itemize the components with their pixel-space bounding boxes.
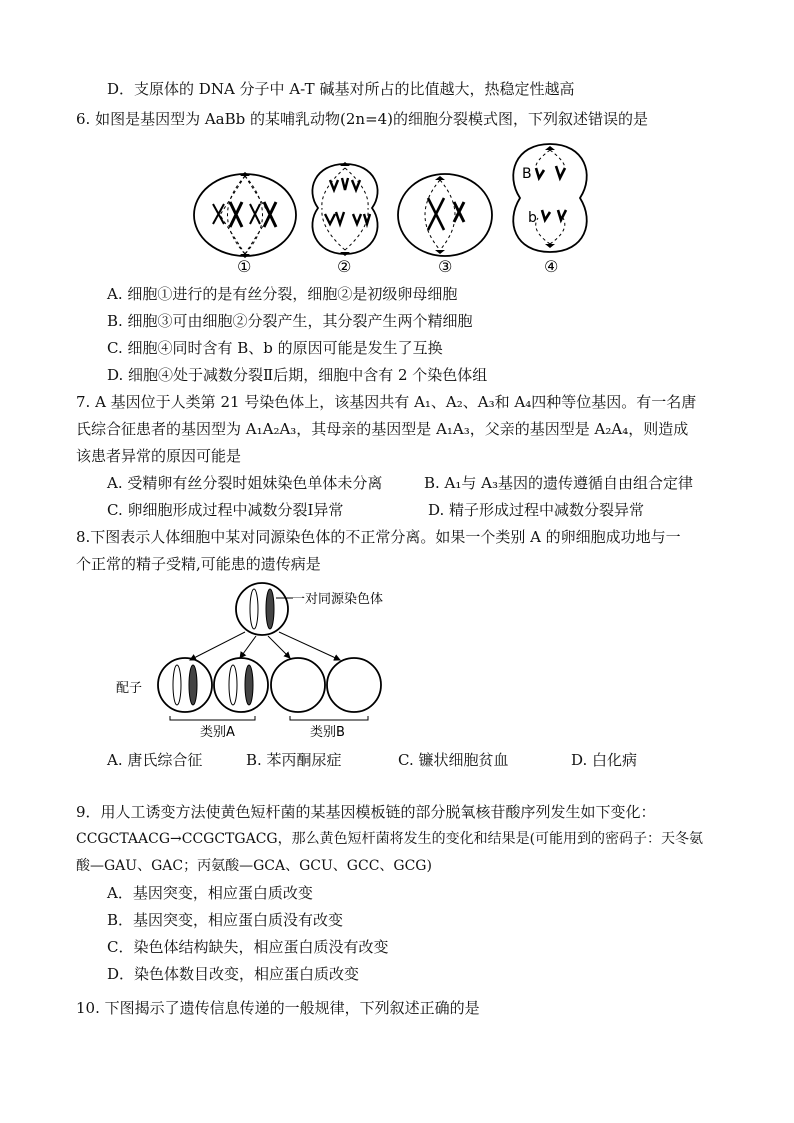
prev-option-d: D．支原体的 DNA 分子中 A-T 碱基对所占的比值越大，热稳定性越高 (107, 80, 575, 98)
q8-option-c: C. 镰状细胞贫血 (398, 751, 509, 769)
cell-3 (398, 174, 492, 256)
cell-label-2: ② (337, 257, 352, 276)
cell-label-3: ③ (438, 257, 453, 276)
q8-option-d: D. 白化病 (571, 751, 638, 769)
q8-stem-line2: 个正常的精子受精,可能患的遗传病是 (76, 555, 321, 573)
q7-stem-line1: 7. A 基因位于人类第 21 号染色体上，该基因共有 A₁、A₂、A₃和 A₄四种等位基因。有一名唐 (76, 393, 697, 411)
cell-2 (312, 162, 377, 256)
q8-option-a: A. 唐氏综合征 (107, 751, 203, 769)
q8-option-b: B. 苯丙酮尿症 (246, 751, 342, 769)
q7-option-c: C. 卵细胞形成过程中减数分裂Ⅰ异常 (107, 501, 344, 519)
label-gamete: 配子 (116, 681, 143, 696)
label-class-a: 类别A (200, 725, 235, 740)
label-homologous-pair: 一对同源染色体 (292, 592, 384, 607)
cell-label-4: ④ (544, 257, 559, 276)
q8-stem-line1: 8.下图表示人体细胞中某对同源染色体的不正常分离。如果一个类别 A 的卵细胞成功地与一 (76, 528, 681, 546)
gene-label-b: b (528, 210, 537, 226)
q8-chromosome-separation-figure (110, 580, 410, 740)
cell-4 (513, 144, 587, 252)
q7-stem-line3: 该患者异常的原因可能是 (76, 447, 242, 465)
q9-option-c: C．染色体结构缺失，相应蛋白质没有改变 (107, 938, 389, 956)
cell-label-1: ① (237, 257, 252, 276)
q9-stem-line3: 酸—GAU、GAC；丙氨酸—GCA、GCU、GCC、GCG) (76, 858, 432, 874)
q6-stem: 6. 如图是基因型为 AaBb 的某哺乳动物(2n=4)的细胞分裂模式图，下列叙述错误的是 (76, 110, 649, 128)
q6-option-d: D. 细胞④处于减数分裂Ⅱ后期，细胞中含有 2 个染色体组 (107, 366, 488, 384)
q9-option-d: D．染色体数目改变，相应蛋白质改变 (107, 965, 360, 983)
q6-option-a: A. 细胞①进行的是有丝分裂，细胞②是初级卵母细胞 (107, 285, 458, 303)
q9-stem-line2: CCGCTAACG→CCGCTGACG，那么黄色短杆菌将发生的变化和结果是(可能用到的密码子：天冬氨 (76, 831, 704, 847)
q9-option-a: A．基因突变，相应蛋白质改变 (107, 884, 313, 902)
q7-option-d: D. 精子形成过程中减数分裂异常 (428, 501, 645, 519)
q9-option-b: B．基因突变，相应蛋白质没有改变 (107, 911, 344, 929)
q7-option-b: B. A₁与 A₃基因的遗传遵循自由组合定律 (424, 474, 694, 492)
q6-cell-division-figure (190, 140, 610, 278)
q7-stem-line2: 氏综合征患者的基因型为 A₁A₂A₃，其母亲的基因型是 A₁A₃，父亲的基因型是 A₂A₄，则造成 (76, 420, 689, 438)
cell-1 (194, 172, 296, 258)
q10-stem: 10. 下图揭示了遗传信息传递的一般规律，下列叙述正确的是 (76, 999, 480, 1017)
gene-label-B: B (522, 166, 532, 182)
q7-option-a: A. 受精卵有丝分裂时姐妹染色单体未分离 (107, 474, 383, 492)
q6-option-c: C. 细胞④同时含有 B、b 的原因可能是发生了互换 (107, 339, 443, 357)
q9-stem-line1: 9．用人工诱变方法使黄色短杆菌的某基因模板链的部分脱氧核苷酸序列发生如下变化： (76, 803, 656, 821)
label-class-b: 类别B (310, 725, 345, 740)
q6-option-b: B. 细胞③可由细胞②分裂产生，其分裂产生两个精细胞 (107, 312, 473, 330)
